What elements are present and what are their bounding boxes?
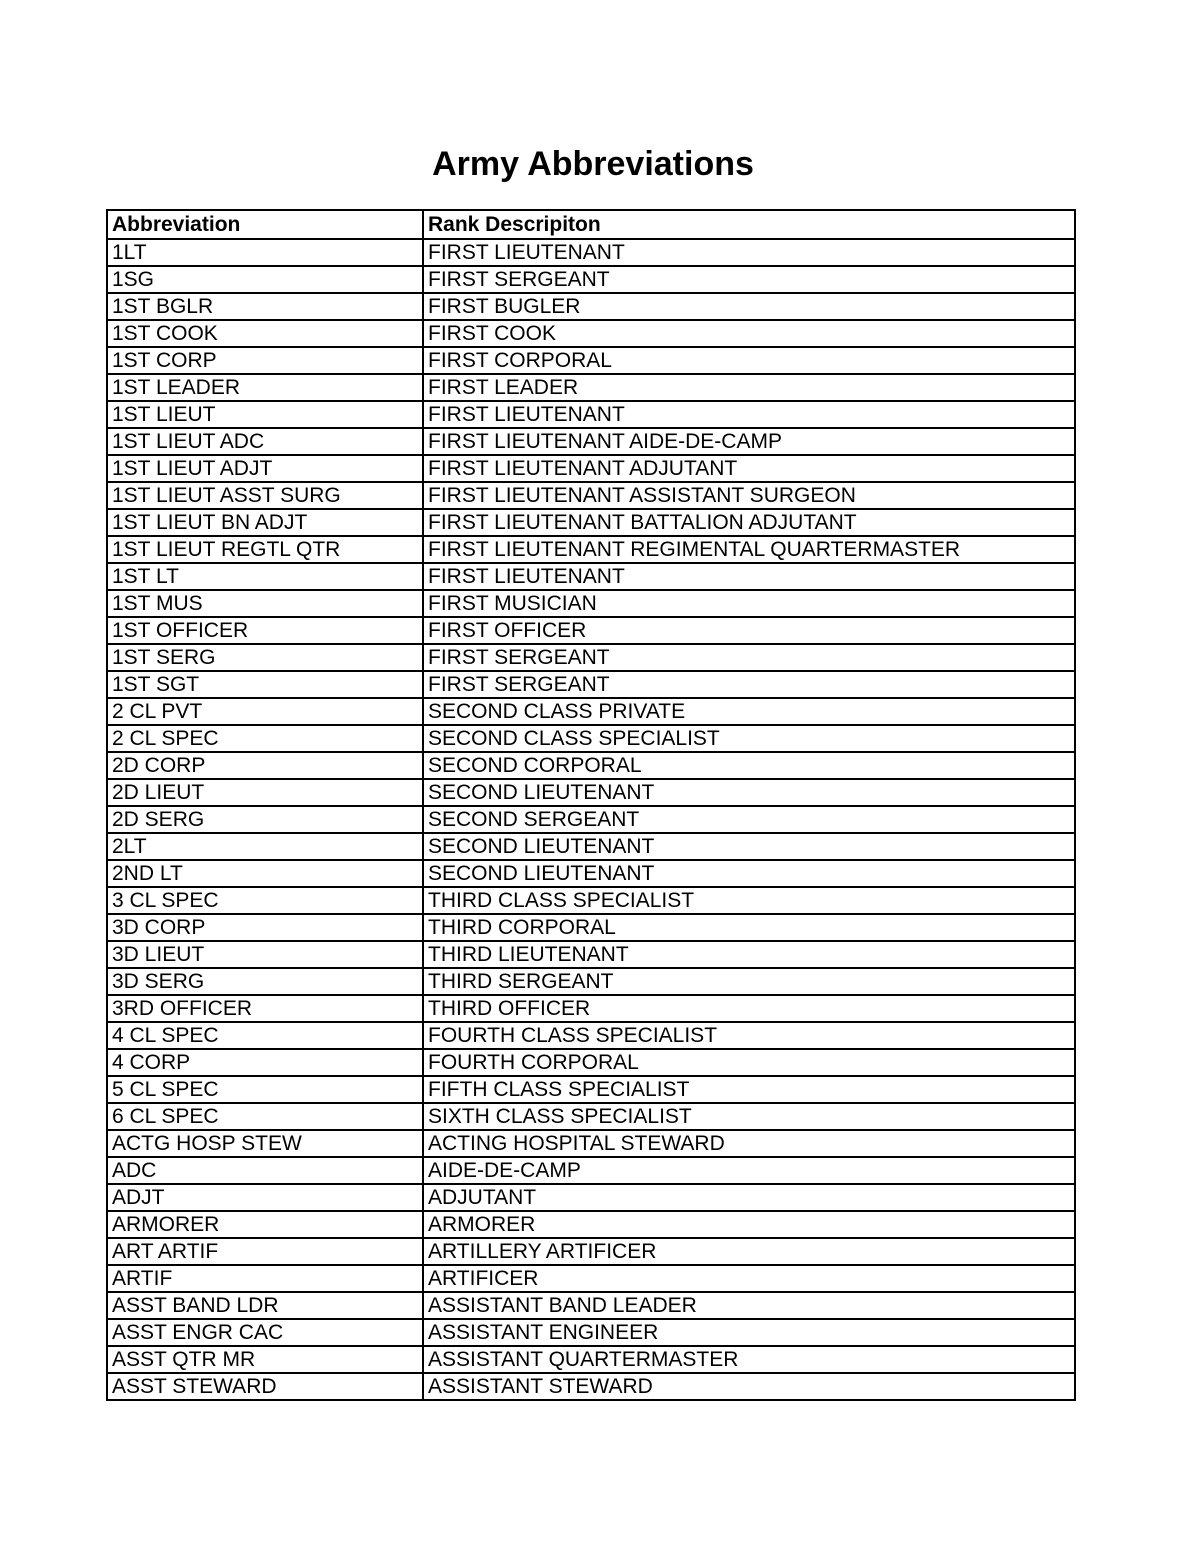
table-row [107,1346,1075,1373]
rank-description-cell: FIRST LIEUTENANT ASSISTANT SURGEON [423,482,1075,509]
table-row [107,266,1075,293]
abbreviation-cell: 1ST LIEUT REGTL QTR [107,536,423,563]
rank-description-cell: THIRD CLASS SPECIALIST [423,887,1075,914]
table-row [107,536,1075,563]
rank-description-cell: SECOND CLASS SPECIALIST [423,725,1075,752]
table-row [107,995,1075,1022]
rank-description-cell: FIRST CORPORAL [423,347,1075,374]
rank-description-cell: FOURTH CORPORAL [423,1049,1075,1076]
rank-description-cell: ASSISTANT BAND LEADER [423,1292,1075,1319]
abbreviation-cell: ADC [107,1157,423,1184]
table-row [107,1157,1075,1184]
table-row [107,374,1075,401]
rank-description-cell: FIRST LIEUTENANT AIDE-DE-CAMP [423,428,1075,455]
table-row [107,941,1075,968]
rank-description-cell: FIRST LIEUTENANT [423,239,1075,266]
table-row [107,1076,1075,1103]
abbreviation-cell: 1ST SERG [107,644,423,671]
abbreviation-cell: 3D SERG [107,968,423,995]
table-row [107,968,1075,995]
rank-description-cell: ARMORER [423,1211,1075,1238]
rank-description-cell: FIRST OFFICER [423,617,1075,644]
table-row [107,1022,1075,1049]
table-row [107,320,1075,347]
rank-description-cell: SECOND LIEUTENANT [423,833,1075,860]
abbreviation-cell: 1ST LIEUT BN ADJT [107,509,423,536]
abbreviation-cell: 1ST COOK [107,320,423,347]
abbreviation-cell: 1ST LEADER [107,374,423,401]
rank-description-cell: FIRST LIEUTENANT ADJUTANT [423,455,1075,482]
abbreviation-cell: 1ST LIEUT ADJT [107,455,423,482]
table-row [107,293,1075,320]
table-header-row [107,210,1075,239]
abbreviation-cell: 3RD OFFICER [107,995,423,1022]
abbreviation-cell: ASST BAND LDR [107,1292,423,1319]
abbreviations-table [106,209,1076,1401]
abbreviation-cell: ARMORER [107,1211,423,1238]
abbreviation-cell: 4 CORP [107,1049,423,1076]
abbreviation-cell: 1ST LIEUT [107,401,423,428]
abbreviation-cell: 2ND LT [107,860,423,887]
table-row [107,428,1075,455]
table-row [107,1265,1075,1292]
table-row [107,455,1075,482]
abbreviation-cell: 2D LIEUT [107,779,423,806]
abbreviation-cell: 3D CORP [107,914,423,941]
rank-description-cell: FIRST LIEUTENANT [423,401,1075,428]
abbreviation-cell: ASST STEWARD [107,1373,423,1400]
rank-description-cell: FIRST LIEUTENANT REGIMENTAL QUARTERMASTER [423,536,1075,563]
abbreviation-cell: ADJT [107,1184,423,1211]
table-row [107,1184,1075,1211]
rank-description-cell: FIRST SERGEANT [423,671,1075,698]
table-row [107,752,1075,779]
rank-description-cell: SECOND LIEUTENANT [423,860,1075,887]
abbreviation-cell: 3 CL SPEC [107,887,423,914]
abbreviation-cell: 3D LIEUT [107,941,423,968]
abbreviation-cell: ACTG HOSP STEW [107,1130,423,1157]
abbreviation-cell: 1ST OFFICER [107,617,423,644]
rank-description-cell: FIRST LIEUTENANT BATTALION ADJUTANT [423,509,1075,536]
abbreviation-cell: 1ST SGT [107,671,423,698]
abbreviation-cell: 1LT [107,239,423,266]
table-row [107,914,1075,941]
rank-description-cell: ARTIFICER [423,1265,1075,1292]
rank-description-cell: SECOND SERGEANT [423,806,1075,833]
rank-description-cell: FIRST MUSICIAN [423,590,1075,617]
rank-description-cell: AIDE-DE-CAMP [423,1157,1075,1184]
rank-description-cell: FIRST BUGLER [423,293,1075,320]
rank-description-cell: FIRST COOK [423,320,1075,347]
table-row [107,725,1075,752]
table-row [107,347,1075,374]
rank-description-cell: SECOND CORPORAL [423,752,1075,779]
rank-description-cell: SECOND LIEUTENANT [423,779,1075,806]
abbreviation-cell: 2 CL PVT [107,698,423,725]
abbreviation-cell: 1SG [107,266,423,293]
abbreviation-cell: 2D SERG [107,806,423,833]
table-body [107,239,1075,1400]
rank-description-cell: SECOND CLASS PRIVATE [423,698,1075,725]
rank-description-cell: SIXTH CLASS SPECIALIST [423,1103,1075,1130]
page-title: Army Abbreviations [432,145,754,183]
table-row [107,1373,1075,1400]
table-row [107,1292,1075,1319]
table-row [107,563,1075,590]
rank-description-cell: FIRST SERGEANT [423,644,1075,671]
rank-description-cell: THIRD CORPORAL [423,914,1075,941]
table-row [107,1319,1075,1346]
rank-description-cell: FIRST LIEUTENANT [423,563,1075,590]
table-row [107,509,1075,536]
abbreviation-cell: 4 CL SPEC [107,1022,423,1049]
rank-description-cell: FOURTH CLASS SPECIALIST [423,1022,1075,1049]
abbreviation-cell: 1ST LT [107,563,423,590]
column-header-abbreviation: Abbreviation [107,210,423,239]
table-row [107,401,1075,428]
table-row [107,239,1075,266]
abbreviation-cell: ARTIF [107,1265,423,1292]
rank-description-cell: THIRD SERGEANT [423,968,1075,995]
abbreviation-cell: 2LT [107,833,423,860]
abbreviation-cell: 2 CL SPEC [107,725,423,752]
abbreviation-cell: 1ST MUS [107,590,423,617]
abbreviation-cell: 1ST LIEUT ASST SURG [107,482,423,509]
rank-description-cell: ASSISTANT ENGINEER [423,1319,1075,1346]
abbreviation-cell: ART ARTIF [107,1238,423,1265]
table-row [107,1238,1075,1265]
rank-description-cell: FIRST SERGEANT [423,266,1075,293]
table-row [107,1130,1075,1157]
rank-description-cell: ARTILLERY ARTIFICER [423,1238,1075,1265]
table-row [107,590,1075,617]
abbreviation-cell: 1ST CORP [107,347,423,374]
abbreviation-cell: 5 CL SPEC [107,1076,423,1103]
table-row [107,833,1075,860]
table-row [107,779,1075,806]
rank-description-cell: ACTING HOSPITAL STEWARD [423,1130,1075,1157]
table-row [107,1049,1075,1076]
rank-description-cell: FIFTH CLASS SPECIALIST [423,1076,1075,1103]
column-header-rank-description: Rank Descripiton [423,210,1075,239]
table-row [107,860,1075,887]
rank-description-cell: ADJUTANT [423,1184,1075,1211]
abbreviation-cell: 1ST LIEUT ADC [107,428,423,455]
table-row [107,644,1075,671]
abbreviation-cell: ASST ENGR CAC [107,1319,423,1346]
table-row [107,698,1075,725]
abbreviation-cell: 1ST BGLR [107,293,423,320]
abbreviation-cell: 6 CL SPEC [107,1103,423,1130]
table-row [107,671,1075,698]
abbreviation-cell: ASST QTR MR [107,1346,423,1373]
rank-description-cell: ASSISTANT QUARTERMASTER [423,1346,1075,1373]
rank-description-cell: FIRST LEADER [423,374,1075,401]
table-row [107,482,1075,509]
table-row [107,887,1075,914]
table-row [107,617,1075,644]
abbreviation-cell: 2D CORP [107,752,423,779]
rank-description-cell: THIRD OFFICER [423,995,1075,1022]
rank-description-cell: THIRD LIEUTENANT [423,941,1075,968]
table-row [107,806,1075,833]
table-row [107,1211,1075,1238]
table-row [107,1103,1075,1130]
rank-description-cell: ASSISTANT STEWARD [423,1373,1075,1400]
